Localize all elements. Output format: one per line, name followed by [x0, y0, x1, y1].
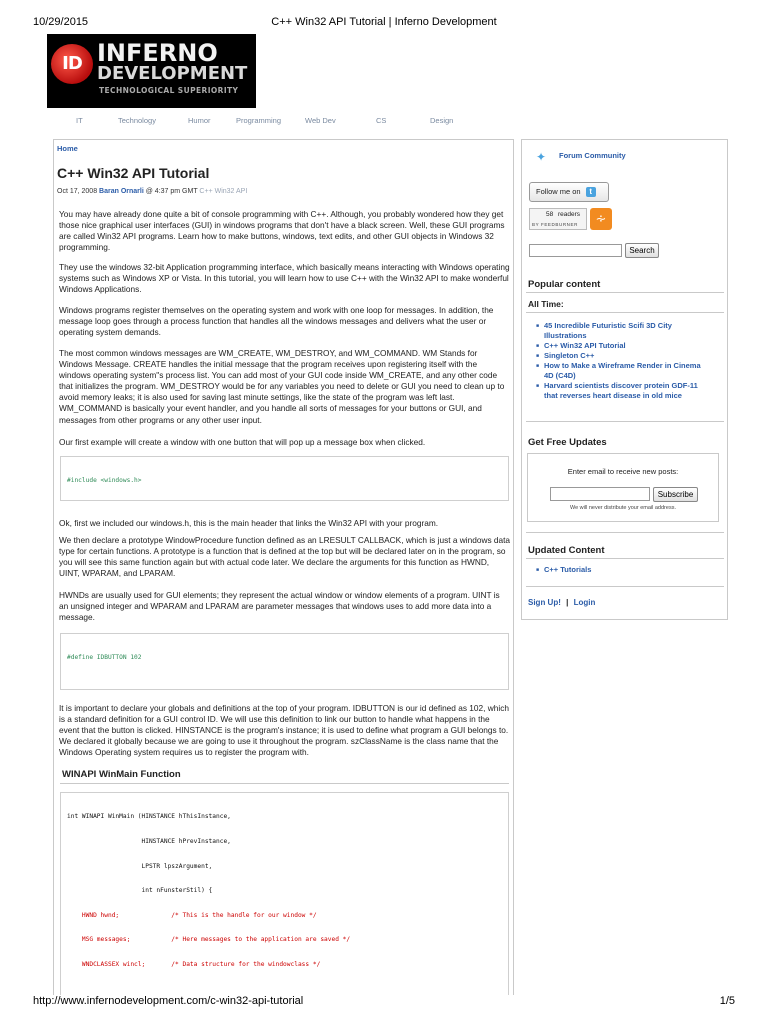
page-title: C++ Win32 API Tutorial [57, 165, 210, 181]
sidebar-divider [526, 532, 724, 533]
subscribe-button[interactable]: Subscribe [653, 487, 698, 502]
code-line [67, 679, 502, 687]
print-page-number: 1/5 [719, 995, 735, 1007]
code-line: LPSTR lpszArgument, [67, 862, 213, 870]
code-block-includes [60, 456, 509, 501]
updated-content-title: Updated Content [528, 545, 605, 556]
code-line: int WINAPI WinMain (HINSTANCE hThisInstance, [67, 813, 231, 821]
logo-wordmark-development: DEVELOPMENT [97, 63, 248, 84]
popular-item[interactable]: ■ How to Make a Wireframe Render in Cinema 4D (C4D) [536, 361, 706, 381]
post-tag[interactable]: C++ Win32 API [199, 188, 248, 195]
follow-label: Follow me on [536, 187, 581, 196]
site-logo[interactable] [47, 34, 256, 108]
code-block-globals [60, 633, 509, 690]
updated-item[interactable]: ■ C++ Tutorials [536, 565, 706, 575]
rss-icon[interactable]: ∻ [590, 208, 612, 230]
updated-content-list [536, 565, 706, 575]
paragraph [59, 209, 511, 253]
nav-item-humor[interactable]: Humor [188, 116, 211, 125]
account-links [528, 598, 595, 607]
nav-item-it[interactable]: IT [76, 116, 83, 125]
paragraph [59, 437, 511, 448]
forum-bird-icon: ✦ [536, 150, 547, 164]
login-link[interactable]: Login [573, 598, 596, 607]
popular-content-title: Popular content [528, 279, 601, 290]
forum-community-link[interactable]: Forum Community [559, 151, 626, 160]
paragraph [59, 518, 511, 529]
sidebar-divider [526, 312, 724, 313]
paragraph [59, 590, 511, 623]
sidebar-divider [526, 558, 724, 559]
logo-wordmark-inferno: INFERNO [97, 39, 218, 67]
code-block-winmain [60, 792, 509, 995]
get-free-updates-title: Get Free Updates [528, 437, 607, 448]
nav-item-web-dev[interactable]: Web Dev [305, 116, 336, 125]
paragraph-text: We then declare a prototype WindowProcedure function defined as an LRESULT CALLBACK, which is just a windows data type for certain functions. A prototype is a function that is defined at the top but will be declared later on in the program, so you will see this same function again but with actual code later. We declare the arguments for this function as HWND, UINT, WPARAM, and LPARAM. [59, 535, 511, 579]
paragraph-text: Our first example will create a window with one button that will pop up a message box when clicked. [59, 437, 426, 447]
readers-label: readers [558, 211, 581, 218]
twitter-icon: t [586, 187, 596, 197]
code-line: int nFunsterStil) { [67, 887, 213, 895]
code-line: WNDCLASSEX wincl; /* Data structure for the windowclass */ [67, 960, 321, 968]
email-input[interactable] [550, 487, 650, 501]
top-navigation [0, 116, 768, 128]
link-separator: | [566, 598, 569, 607]
paragraph-text: They use the windows 32-bit Application programming interface, which basically means interacting with Windows operating systems such as Windows XP or Vista. In this tutorial, you will learn how to use C++ with the Win32 API to make wonderful Windows Applications. [59, 262, 510, 295]
sidebar-divider [526, 421, 724, 422]
popular-item[interactable]: ■ C++ Win32 API Tutorial [536, 341, 706, 351]
code-line: HINSTANCE hPrevInstance, [67, 838, 231, 845]
sidebar-divider [526, 292, 724, 293]
nav-item-cs[interactable]: CS [376, 116, 387, 125]
section-divider [60, 783, 509, 784]
print-header [33, 16, 735, 30]
post-author[interactable]: Baran Ornarli [99, 188, 144, 195]
section-heading: WINAPI WinMain Function [62, 769, 181, 780]
popular-item[interactable]: ■ Harvard scientists discover protein GDF-11 that reverses heart disease in old mice [536, 381, 706, 401]
print-url: http://www.infernodevelopment.com/c-win32-api-tutorial [33, 995, 304, 1007]
popular-item[interactable]: ■ 45 Incredible Futuristic Scifi 3D City Illustrations [536, 321, 706, 341]
post-time: @ 4:37 pm GMT [145, 188, 198, 195]
sidebar-divider [526, 586, 724, 587]
paragraph [59, 262, 511, 295]
print-footer [33, 995, 735, 1009]
nav-item-programming[interactable]: Programming [236, 116, 282, 125]
nav-item-design[interactable]: Design [430, 116, 454, 125]
email-signup-box [527, 453, 719, 522]
paragraph [59, 348, 511, 426]
print-date: 10/29/2015 [33, 16, 89, 28]
readers-count: 58 [546, 211, 554, 218]
email-prompt: Enter email to receive new posts: [567, 467, 679, 476]
paragraph-text: It is important to declare your globals and definitions at the top of your program. IDBUTTON is our id defined as 102, which is a standard definition for a GUI control ID. We will use this definition to link our button to handle what happens in the event that the button is clicked. HINSTANCE is the program's instance; it is used to define what program a GUI belongs to. We declared it globally because we are going to use it throughout the program. szClassName is the class name that the Windows Operating system requires us to register the program with. [59, 703, 509, 758]
print-title: C++ Win32 API Tutorial | Inferno Development [271, 16, 497, 28]
paragraph-text: Windows programs register themselves on the operating system and work with one loop for messages. In addition, the message loop goes through a process function that handles all the windows messages and delivers what the user or operating system demands. [59, 305, 494, 338]
code-line: MSG messages; /* Here messages to the application are saved */ [67, 936, 351, 944]
paragraph-text: You may have already done quite a bit of console programming with C++. Although, you probably wondered how they get those nice graphical user interfaces (GUI) in windows programs that don't have a black screen. Well, these GUI programs are called Win32 API programs. Learn how to make buttons, windows, text edits, and other GUI objects in Windows 32 programming. [59, 209, 505, 253]
sidebar [521, 139, 728, 620]
search-input[interactable] [529, 244, 622, 257]
paragraph [59, 703, 511, 758]
popular-item[interactable]: ■ Singleton C++ [536, 351, 706, 361]
paragraph [59, 305, 511, 338]
paragraph-text: The most common windows messages are WM_CREATE, WM_DESTROY, and WM_COMMAND. WM Stands for Windows Message. CREATE handles the initial message that the program receives upon registering itself with the windows operating system"s process list. You can add most of your GUI code inside WM_CREATE, and any other code that initializes the program. WM_DESTROY would be for any variables you need to delete or GUI you need to clean up to avoid memory leaks; it is also used for saving last minute settings, like the state of the program was left last. WM_COMMAND is basically your event handler, and you handle all sorts of messages for your buttons or GUI, and messages from other programs or any other user input. [59, 348, 505, 425]
search-button[interactable]: Search [625, 243, 659, 258]
paragraph-text: HWNDs are usually used for GUI elements; they represent the actual window or window elements of a program. UINT is an unsigned integer and WPARAM and LPARAM are parameter messages that windows uses to add more data into a message. [59, 590, 500, 623]
code-line: HWND hwnd; /* This is the handle for our window */ [67, 911, 317, 919]
logo-badge: ID [51, 44, 93, 84]
code-line [67, 986, 502, 994]
feedburner-badge[interactable] [529, 208, 587, 230]
paragraph-text: Ok, first we included our windows.h, this is the main header that links the Win32 API with your program. [59, 518, 439, 528]
nav-item-technology[interactable]: Technology [118, 116, 156, 125]
code-line: #include <windows.h> [67, 477, 142, 485]
post-date: Oct 17, 2008 [57, 188, 98, 195]
all-time-title: All Time: [528, 299, 564, 309]
post-meta [57, 188, 247, 195]
popular-content-list [536, 321, 706, 401]
email-note: We will never distribute your email address. [570, 505, 676, 511]
main-content [53, 139, 514, 995]
breadcrumb[interactable]: Home [57, 144, 78, 153]
feedburner-label: BY FEEDBURNER [532, 222, 578, 227]
code-line: #define IDBUTTON 102 [67, 654, 142, 662]
logo-tagline: TECHNOLOGICAL SUPERIORITY [99, 86, 239, 95]
sign-up-link[interactable]: Sign Up! [528, 598, 561, 607]
paragraph [59, 535, 511, 579]
follow-twitter-button[interactable] [529, 182, 609, 202]
